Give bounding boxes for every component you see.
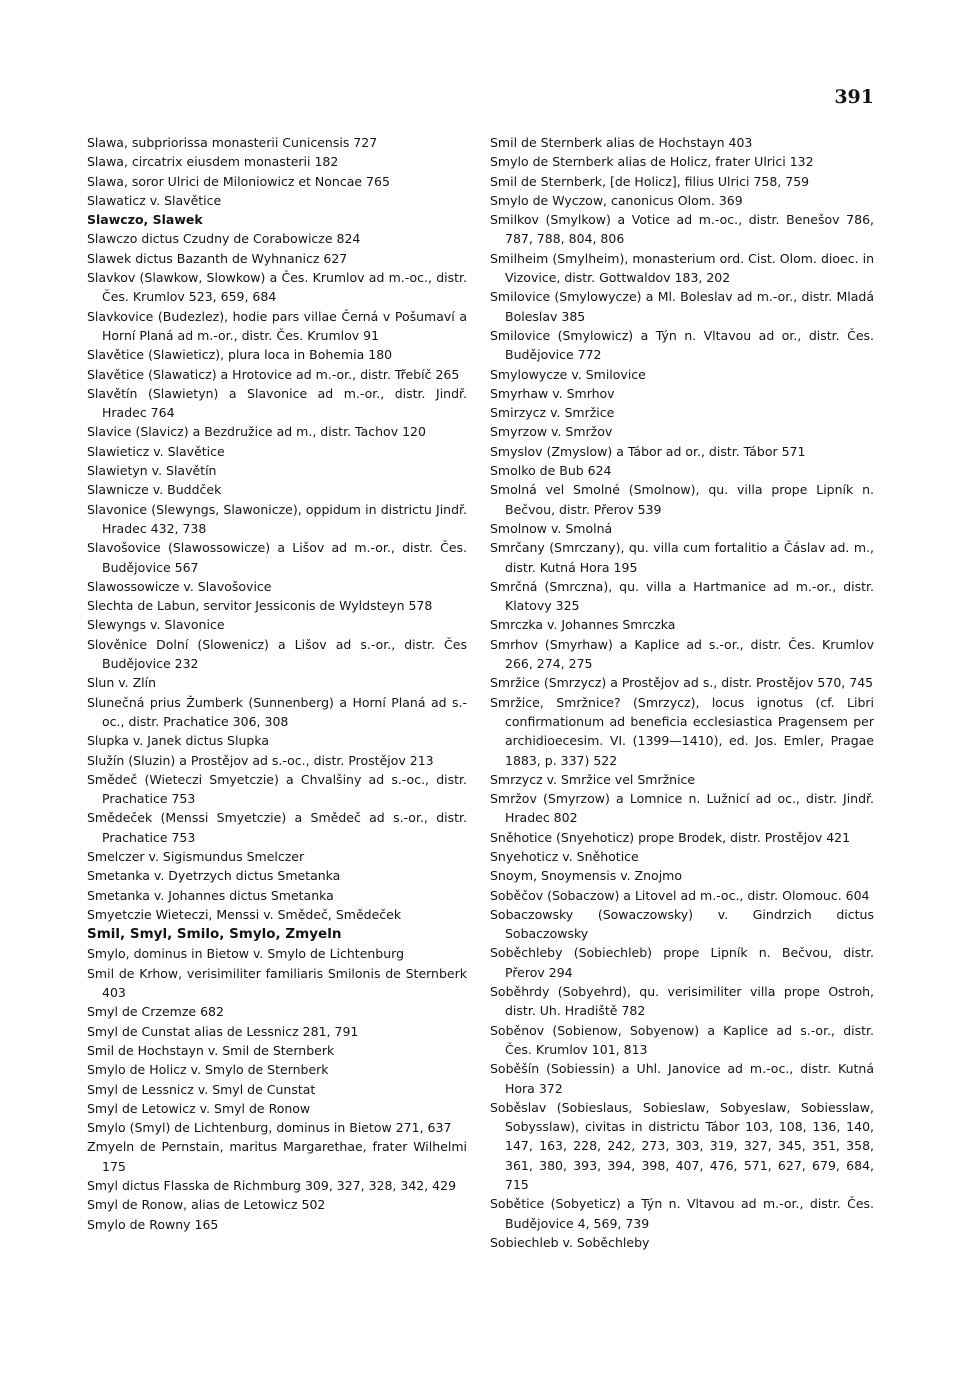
index-entry-text: Smědeček (Menssi Smyetczie) a Smědeč ad s.-or., distr. Prachatice 753 [87, 810, 467, 845]
index-entry-text: Snyehoticz v. Sněhotice [490, 848, 639, 864]
index-entry [490, 133, 874, 152]
index-entry [87, 1060, 467, 1079]
index-entry-text: Smržice, Smržnice? (Smrzycz), locus ignotus (cf. Libri confirmationum ad beneficia ecclesiastica Pragensem per archidioecesim. VI. (1399—1410), ed. Jos. Emler, Pragae 1883, p. 337) 522 [490, 694, 874, 768]
index-entry [87, 133, 467, 152]
index-entry [490, 905, 874, 944]
index-entry [87, 673, 467, 692]
index-entry [490, 886, 874, 905]
index-entry-text: Slawieticz v. Slavětice [87, 443, 225, 459]
index-entry [87, 500, 467, 539]
index-entry-text: Slavonice (Slewyngs, Slawonicze), oppidum in districtu Jindř. Hradec 432, 738 [87, 501, 467, 536]
index-entry-text: Smetanka v. Dyetrzych dictus Smetanka [87, 868, 341, 884]
index-entry-text: Smirzycz v. Smržice [490, 405, 615, 421]
index-entry [87, 1080, 467, 1099]
index-entry-text: Smyl de Lessnicz v. Smyl de Cunstat [87, 1081, 316, 1097]
index-entry [87, 307, 467, 346]
index-column-right [490, 133, 874, 1252]
index-entry [490, 943, 874, 982]
index-entry [87, 210, 467, 229]
index-entry-text: Snoym, Snoymensis v. Znojmo [490, 868, 682, 884]
index-entry [87, 229, 467, 248]
index-entry-text: Smylo de Rowny 165 [87, 1216, 219, 1232]
index-entry [490, 210, 874, 249]
index-entry-text: Smylowycze v. Smilovice [490, 366, 646, 382]
index-entry-text: Smyetczie Wieteczi, Menssi v. Smědeč, Smědeček [87, 906, 402, 922]
index-entry-text: Smolnow v. Smolná [490, 520, 613, 536]
index-entry [87, 442, 467, 461]
index-entry-text: Smylo de Wyczow, canonicus Olom. 369 [490, 192, 743, 208]
index-entry-text: Smyl de Cunstat alias de Lessnicz 281, 791 [87, 1023, 359, 1039]
index-entry [87, 1022, 467, 1041]
index-entry-text: Smilovice (Smylowycze) a Ml. Boleslav ad m.-or., distr. Mladá Boleslav 385 [490, 289, 874, 324]
index-entry [490, 1059, 874, 1098]
index-entry-text: Smrzycz v. Smržice vel Smržnice [490, 771, 696, 787]
index-entry-text: Slawczo dictus Czudny de Corabowicze 824 [87, 231, 361, 247]
index-entry [87, 191, 467, 210]
index-entry-text: Smyrhaw v. Smrhov [490, 385, 615, 401]
index-column-left [87, 133, 467, 1234]
index-entry-text: Slawietyn v. Slavětín [87, 463, 217, 479]
index-entry-text: Smilkov (Smylkow) a Votice ad m.-oc., distr. Benešov 786, 787, 788, 804, 806 [490, 212, 874, 247]
index-entry [490, 249, 874, 288]
index-entry-text: Smil de Krhow, verisimiliter familiaris Smilonis de Sternberk 403 [87, 965, 467, 1001]
index-entry [87, 964, 467, 1003]
index-entry-text: Slavětice (Slawieticz), plura loca in Bohemia 180 [87, 347, 393, 363]
index-entry [490, 635, 874, 674]
index-entry [87, 172, 467, 191]
index-entry [87, 480, 467, 499]
index-entry-text: Zmyeln de Pernstain, maritus Margarethae, frater Wilhelmi 175 [87, 1139, 467, 1174]
index-entry-text: Smyrzow v. Smržov [490, 424, 613, 440]
index-entry-text: Smelczer v. Sigismundus Smelczer [87, 848, 305, 864]
index-entry-text: Slawek dictus Bazanth de Wyhnanicz 627 [87, 250, 348, 266]
index-entry [87, 596, 467, 615]
index-entry-text: Sobiechleb v. Soběchleby [490, 1234, 650, 1250]
index-entry-text: Slavětice (Slawaticz) a Hrotovice ad m.-or., distr. Třebíč 265 [87, 366, 460, 382]
index-entry-text: Smilovice (Smylowicz) a Týn n. Vltavou ad or., distr. Čes. Budějovice 772 [490, 327, 874, 363]
index-entry-text: Smyl dictus Flasska de Richmburg 309, 327, 328, 342, 429 [87, 1178, 457, 1194]
index-entry-text: Soběslav (Sobieslaus, Sobieslaw, Sobyeslaw, Sobiesslaw, Sobysslaw), civitas in districtu Tábor 103, 108, 136, 140, 147, 163, 228, 242, 273, 303, 319, 327, 345, 351, 358, 361, 380, 393, 394, 398, 407, 476, 571, 627, 679, 684, 715 [490, 1099, 874, 1193]
index-entry [490, 287, 874, 326]
index-entry-text: Slechta de Labun, servitor Jessiconis de Wyldsteyn 578 [87, 598, 433, 614]
index-entry-text: Slun v. Zlín [87, 675, 157, 691]
index-entry [490, 693, 874, 770]
index-entry-text: Slavkov (Slawkow, Slowkow) a Čes. Krumlov ad m.-oc., distr. Čes. Krumlov 523, 659, 684 [87, 270, 467, 305]
index-entry [490, 1194, 874, 1233]
page-number: 391 [834, 86, 874, 108]
index-entry-text: Slawnicze v. Buddček [87, 482, 222, 498]
index-entry-text: Slavice (Slavicz) a Bezdružice ad m., distr. Tachov 120 [87, 424, 426, 440]
index-entry [87, 1215, 467, 1234]
index-entry [490, 480, 874, 519]
index-entry [87, 808, 467, 847]
index-entry [490, 615, 874, 634]
index-entry [87, 268, 467, 307]
index-entry-text: Slawczo, Slawek [87, 212, 203, 228]
index-entry [87, 365, 467, 384]
index-entry-text: Slavkovice (Budezlez), hodie pars villae Černá v Pošumaví a Horní Planá ad m.-or., distr. Čes. Krumlov 91 [87, 308, 467, 343]
index-entry [490, 577, 874, 616]
index-entry-text: Slawa, circatrix eiusdem monasterii 182 [87, 154, 339, 170]
index-entry [87, 1041, 467, 1060]
index-entry-text: Slawa, soror Ulrici de Miloniowicz et Noncae 765 [87, 173, 390, 189]
index-entry [490, 1021, 874, 1060]
index-entry-text: Slavošovice (Slawossowicze) a Lišov ad m.-or., distr. Čes. Budějovice 567 [87, 540, 467, 575]
index-entry [490, 1098, 874, 1194]
index-entry-text: Smržov (Smyrzow) a Lomnice n. Lužnicí ad oc., distr. Jindř. Hradec 802 [490, 791, 874, 826]
index-entry [87, 1118, 467, 1137]
index-entry [87, 905, 467, 924]
index-entry-text: Smil de Sternberk, [de Holicz], filius Ulrici 758, 759 [490, 173, 810, 189]
index-entry-text: Slupka v. Janek dictus Slupka [87, 733, 269, 749]
index-entry-text: Smylo (Smyl) de Lichtenburg, dominus in Bietow 271, 637 [87, 1120, 452, 1136]
index-entry-text: Slewyngs v. Slavonice [87, 617, 225, 633]
index-entry [87, 944, 467, 963]
index-entry [490, 519, 874, 538]
index-entry-text: Smylo, dominus in Bietow v. Smylo de Lichtenburg [87, 946, 405, 962]
index-entry-text: Smyslov (Zmyslow) a Tábor ad or., distr. Tábor 571 [490, 443, 806, 459]
index-entry [87, 770, 467, 809]
index-entry [87, 422, 467, 441]
index-entry [87, 577, 467, 596]
index-entry-text: Smil, Smyl, Smilo, Smylo, Zmyeln [87, 926, 342, 943]
index-entry [87, 1099, 467, 1118]
index-entry [87, 1137, 467, 1176]
index-entry-text: Smetanka v. Johannes dictus Smetanka [87, 887, 334, 903]
index-entry [490, 1233, 874, 1252]
index-entry-text: Smrčná (Smrczna), qu. villa a Hartmanice ad m.-or., distr. Klatovy 325 [490, 578, 874, 614]
index-entry-text: Smyl de Letowicz v. Smyl de Ronow [87, 1100, 311, 1116]
index-entry-text: Smržice (Smrzycz) a Prostějov ad s., distr. Prostějov 570, 745 [490, 675, 874, 691]
index-entry [87, 152, 467, 171]
index-entry [490, 847, 874, 866]
index-entry-text: Smyl de Ronow, alias de Letowicz 502 [87, 1197, 326, 1213]
index-entry [87, 751, 467, 770]
index-entry [87, 538, 467, 577]
index-entry-text: Slawaticz v. Slavětice [87, 192, 222, 208]
index-entry [490, 365, 874, 384]
index-entry [87, 847, 467, 866]
index-entry-text: Slawossowicze v. Slavošovice [87, 578, 272, 594]
index-entry-text: Slawa, subpriorissa monasterii Cunicensis 727 [87, 135, 378, 150]
index-entry [490, 172, 874, 191]
index-entry-text: Smilheim (Smylheim), monasterium ord. Cist. Olom. dioec. in Vizovice, distr. Gottwaldov 183, 202 [490, 250, 874, 286]
index-entry [87, 1176, 467, 1195]
index-entry [87, 693, 467, 732]
index-entry-text: Soběčov (Sobaczow) a Litovel ad m.-oc., distr. Olomouc. 604 [490, 887, 870, 903]
index-entry-text: Slověnice Dolní (Slowenicz) a Lišov ad s.-or., distr. Čes Budějovice 232 [87, 636, 467, 672]
index-entry-text: Soběhrdy (Sobyehrd), qu. verisimiliter villa prope Ostroh, distr. Uh. Hradiště 782 [490, 984, 874, 1019]
index-entry [87, 1002, 467, 1021]
index-entry [87, 345, 467, 364]
index-entry-text: Soběchleby (Sobiechleb) prope Lipník n. Bečvou, distr. Přerov 294 [490, 945, 874, 980]
index-entry-text: Smil de Hochstayn v. Smil de Sternberk [87, 1042, 335, 1058]
index-entry [490, 982, 874, 1021]
index-entry [490, 538, 874, 577]
index-entry [87, 461, 467, 480]
index-entry-text: Slunečná prius Žumberk (Sunnenberg) a Horní Planá ad s.-oc., distr. Prachatice 306, 308 [87, 694, 467, 729]
index-entry-text: Smrczka v. Johannes Smrczka [490, 617, 676, 633]
index-entry [87, 384, 467, 423]
index-entry [490, 384, 874, 403]
index-entry [490, 442, 874, 461]
index-entry [490, 403, 874, 422]
index-entry [87, 924, 467, 944]
index-entry [87, 731, 467, 750]
index-entry-text: Soběšín (Sobiessin) a Uhl. Janovice ad m.-oc., distr. Kutná Hora 372 [490, 1061, 874, 1096]
index-entry-text: Smylo de Sternberk alias de Holicz, frater Ulrici 132 [490, 154, 814, 170]
index-entry [490, 152, 874, 171]
index-entry-text: Smědeč (Wieteczi Smyetczie) a Chvalšiny ad s.-oc., distr. Prachatice 753 [87, 771, 467, 807]
index-entry [87, 249, 467, 268]
index-entry [87, 615, 467, 634]
index-entry-text: Smylo de Holicz v. Smylo de Sternberk [87, 1062, 329, 1078]
index-entry-text: Smrčany (Smrczany), qu. villa cum fortalitio a Čáslav ad. m., distr. Kutná Hora 195 [490, 540, 874, 575]
index-entry [490, 789, 874, 828]
index-entry-text: Sobětice (Sobyeticz) a Týn n. Vltavou ad m.-or., distr. Čes. Budějovice 4, 569, 739 [490, 1196, 874, 1231]
index-entry-text: Sněhotice (Snyehoticz) prope Brodek, distr. Prostějov 421 [490, 829, 851, 845]
index-entry-text: Slavětín (Slawietyn) a Slavonice ad m.-or., distr. Jindř. Hradec 764 [87, 385, 467, 421]
index-entry [490, 326, 874, 365]
index-entry [87, 635, 467, 674]
index-entry-text: Smolko de Bub 624 [490, 463, 612, 479]
index-entry [490, 866, 874, 885]
index-entry [490, 770, 874, 789]
index-entry-text: Sobaczowsky (Sowaczowsky) v. Gindrzich dictus Sobaczowsky [490, 906, 874, 942]
index-entry-text: Soběnov (Sobienow, Sobyenow) a Kaplice ad s.-or., distr. Čes. Krumlov 101, 813 [490, 1022, 874, 1057]
index-entry-text: Smyl de Crzemze 682 [87, 1004, 224, 1020]
index-entry [490, 828, 874, 847]
index-entry [87, 866, 467, 885]
index-entry [87, 1195, 467, 1214]
index-entry [490, 673, 874, 692]
index-entry [490, 191, 874, 210]
index-entry-text: Služín (Sluzin) a Prostějov ad s.-oc., distr. Prostějov 213 [87, 752, 434, 768]
index-entry-text: Smolná vel Smolné (Smolnow), qu. villa prope Lipník n. Bečvou, distr. Přerov 539 [490, 482, 874, 517]
index-entry [87, 886, 467, 905]
index-entry-text: Smrhov (Smyrhaw) a Kaplice ad s.-or., distr. Čes. Krumlov 266, 274, 275 [490, 636, 874, 672]
index-entry-text: Smil de Sternberk alias de Hochstayn 403 [490, 135, 753, 150]
index-entry [490, 422, 874, 441]
index-entry [490, 461, 874, 480]
